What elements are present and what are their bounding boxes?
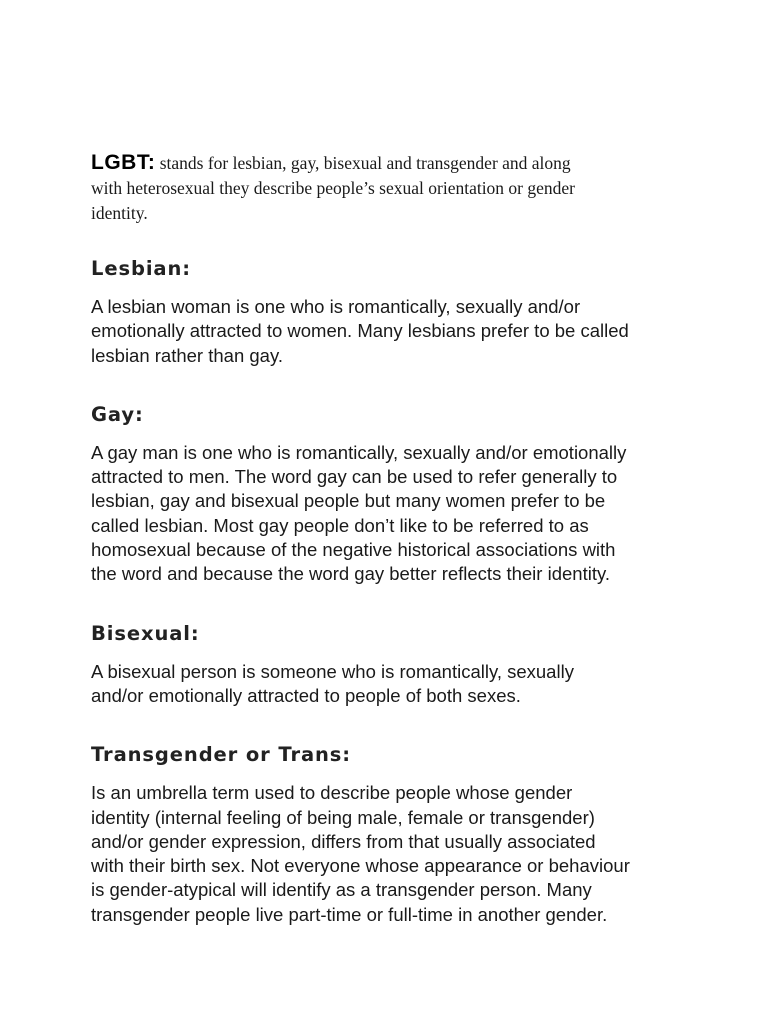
intro-line: identity. bbox=[91, 203, 148, 223]
intro-line: with heterosexual they describe people’s sexual orientation or gender bbox=[91, 178, 576, 198]
text-line: Is an umbrella term used to describe people whose gender bbox=[91, 782, 573, 804]
text-line: lesbian rather than gay. bbox=[91, 344, 283, 366]
heading-transgender: Transgender or Trans: bbox=[91, 743, 352, 767]
text-line: homosexual because of the negative historical associations with bbox=[91, 539, 616, 561]
text-line: A lesbian woman is one who is romantically, sexually and/or bbox=[91, 296, 581, 317]
text-line: attracted to men. The word gay can be used to refer generally to bbox=[91, 466, 618, 488]
intro-term: LGBT: bbox=[91, 151, 156, 174]
heading-lesbian: Lesbian: bbox=[91, 257, 191, 280]
paragraph-transgender bbox=[91, 781, 691, 927]
heading-bisexual: Bisexual: bbox=[91, 621, 200, 645]
text-line: and/or emotionally attracted to people of both sexes. bbox=[91, 684, 521, 706]
heading-gay: Gay: bbox=[91, 402, 144, 426]
text-line: A bisexual person is someone who is romantically, sexually bbox=[91, 660, 574, 682]
text-line: the word and because the word gay better reflects their identity. bbox=[91, 563, 610, 585]
intro-paragraph bbox=[91, 150, 691, 226]
paragraph-bisexual bbox=[91, 660, 691, 709]
paragraph-gay bbox=[91, 441, 691, 587]
text-line: called lesbian. Most gay people don’t like to be referred to as bbox=[91, 514, 589, 536]
intro-line: stands for lesbian, gay, bisexual and transgender and along bbox=[159, 153, 571, 173]
text-line: and/or gender expression, differs from that usually associated bbox=[91, 830, 596, 852]
paragraph-lesbian bbox=[91, 295, 691, 368]
text-line: identity (internal feeling of being male, female or transgender) bbox=[91, 806, 595, 828]
text-line: with their birth sex. Not everyone whose appearance or behaviour bbox=[91, 855, 630, 877]
text-line: emotionally attracted to women. Many lesbians prefer to be called bbox=[91, 320, 629, 342]
text-line: A gay man is one who is romantically, sexually and/or emotionally bbox=[91, 441, 627, 463]
text-line: transgender people live part-time or full-time in another gender. bbox=[91, 903, 608, 925]
text-line: is gender-atypical will identify as a transgender person. Many bbox=[91, 879, 592, 901]
document-page bbox=[91, 150, 691, 927]
text-line: lesbian, gay and bisexual people but many women prefer to be bbox=[91, 490, 606, 512]
